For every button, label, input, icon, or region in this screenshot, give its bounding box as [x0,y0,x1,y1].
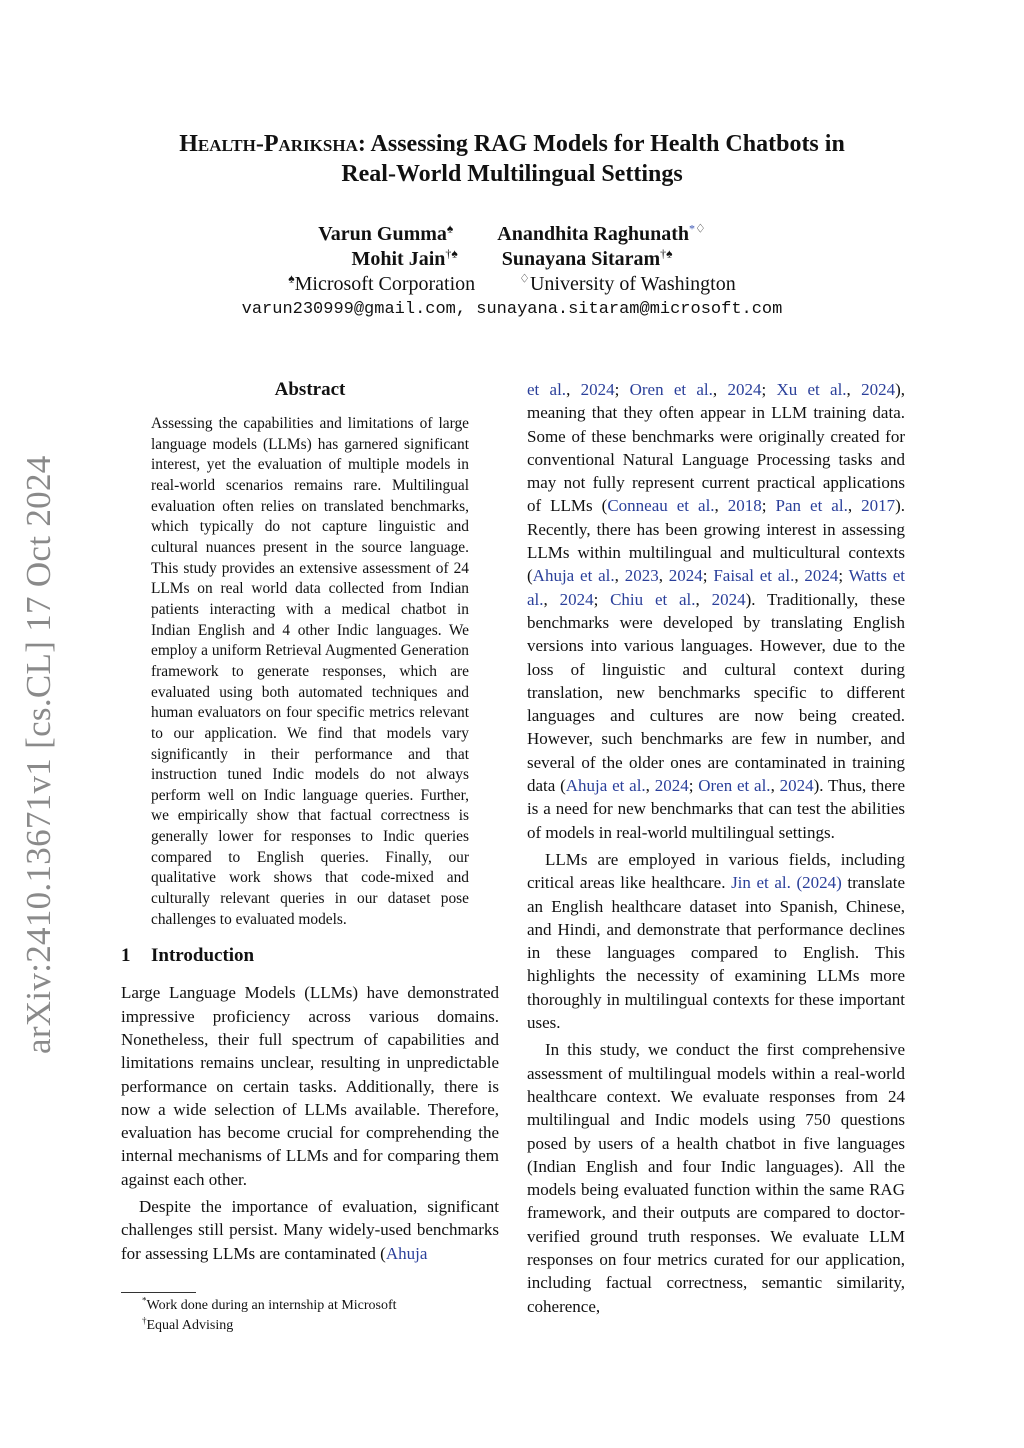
citation-link[interactable]: Chiu et al. [610,589,696,609]
citation-link[interactable]: Faisal et al. [713,566,795,586]
paragraph-text: ). Traditionally, these benchmarks were developed by translating English versions into various languages. However, due to the loss of linguistic and cultural context during translation, new benchmarks specific to different languages and cultures are now being created. However, such benchmarks are few in number, and several of the older ones are contaminated in training data ( [527,589,905,796]
affiliation-mark: ♢ [519,271,530,286]
right-column [527,378,905,1318]
paragraph-text: ; [702,566,714,586]
citation-link[interactable]: 2017 [861,496,896,516]
paragraph-text: ; [761,380,777,399]
paragraph-text: , [695,589,712,609]
citation-link[interactable]: Jin et al. (2024) [731,873,842,893]
citation-link[interactable]: 2024 [580,380,615,399]
citation-link[interactable]: 2024 [861,380,896,399]
left-column [121,378,499,1265]
author-row-1 [100,222,924,247]
citation-link[interactable]: Oren et al. [698,776,771,796]
citation-link[interactable]: Pan et al. [775,496,848,516]
footnote-mark: † [445,246,452,261]
footnotes [142,1296,502,1336]
paragraph-text: , [714,496,728,516]
paragraph-text: ; [838,566,849,586]
paragraph-text: , [645,776,655,796]
title-sc-p: -P [255,131,279,157]
affiliation-mark: ♠ [451,246,458,261]
arxiv-identifier: arXiv:2410.13671v1 [cs.CL] 17 Oct 2024 [19,455,58,1055]
abstract-body: Assessing the capabilities and limitations of large language models (LLMs) has garnered significant interest, yet the evaluation of multiple models in real-world scenarios remains rare. Multilingual evaluation often relies on translated benchmarks, which typically do not capture linguistic and cultural nuances present in the source language. This study provides an extensive assessment of 24 LLMs on real world data collected from Indian patients interacting with a medical chatbot in Indian English and 4 other Indic languages. We employ a uniform Retrieval Augmented Generation framework to generate responses, which are evaluated using both automated techniques and human evaluators on four specific metrics relevant to our application. We find that models vary significantly in their performance and that instruction tuned Indic models do not always perform well on Indic language queries. Further, we empirically show that factual correctness is generally lower for responses to Indic queries compared to English queries. Finally, our qualitative work shows that code-mixed and culturally relevant queries in our dataset pose challenges to evaluated models. [151,415,469,928]
author-row-2 [100,247,924,272]
title-sc-h: H [179,131,198,157]
author-name: Anandhita Raghunath [497,223,690,245]
right-paragraph-3: In this study, we conduct the first comprehensive assessment of multilingual models within a real-world healthcare context. We evaluate responses from 24 multilingual and Indic models using 750 questions posed by users of a health chatbot in five languages (Indian English and four Indic languages). All the models being evaluated function within the same RAG framework, and their outputs are compared to doctor-verified ground truth responses. We evaluate LLM responses on four metrics curated for our application, including factual correctness, semantic similarity, coherence, [527,1040,905,1316]
citation-link[interactable]: 2024 [711,589,746,609]
author-block [100,222,924,322]
footnote-1 [142,1296,502,1316]
paragraph-text: Despite the importance of evaluation, significant challenges still persist. Many widely-used benchmarks for assessing LLMs are contaminated ( [121,1197,499,1263]
author-name: Mohit Jain [351,248,446,270]
paragraph-text: translate an English healthcare dataset into Spanish, Chinese, and Hindi, and demonstrate that performance declines in these languages compared to English. This highlights the necessity of examining LLMs more thoroughly in multilingual contexts for these important uses. [527,873,905,1033]
citation-link[interactable]: Conneau et al. [607,496,715,516]
footnote-mark: † [660,246,667,261]
footnote-mark: * [689,221,696,236]
title-sc-ealth: EALTH [197,136,256,155]
citation-link[interactable]: Ahuja et al. [565,776,646,796]
paragraph-text: ; [688,776,699,796]
affiliation-mark: ♢ [695,221,706,236]
paragraph-text: LLMs are employed in various fields, including critical areas like healthcare. [527,849,905,893]
paragraph-text: , [794,566,805,586]
citation-link[interactable]: Ahuja et al. [532,566,615,586]
title-line-1 [100,130,924,160]
author-name: Sunayana Sitaram [501,248,661,270]
section-title: Introduction [151,945,255,967]
author-name: Varun Gumma [318,223,447,245]
citation-link[interactable]: 2024 [804,566,839,586]
intro-paragraph-1: Large Language Models (LLMs) have demonstrated impressive proficiency across various domains. Nonetheless, their full spectrum of capabilities and limitations remains unclear, resulting in unpredictable performance on certain tasks. Additionally, there is now a wide selection of LLMs available. Therefore, evaluation has become crucial for comprehending the internal mechanisms of LLMs and for comparing them against each other. [121,983,499,1189]
paragraph-text: ; [614,380,630,399]
paragraph-text: , [847,496,862,516]
footnote-2 [142,1316,502,1336]
citation-link[interactable]: 2024 [779,776,814,796]
footnote-text: Work done during an internship at Microsoft [146,1298,397,1313]
title-rest: : Assessing RAG Models for Health Chatbots in [357,131,845,157]
citation-link[interactable]: Ahuja [385,1243,428,1263]
affiliation-mark: ♠ [446,221,454,236]
affiliation-mark: ♠ [666,246,673,261]
paragraph-text: , [770,776,780,796]
citation-link[interactable]: Oren et al. [629,380,713,399]
section-number: 1 [121,945,131,967]
paragraph-text: ; [593,589,611,609]
paper-title [100,130,924,189]
paragraph-text: ), meaning that they often appear in LLM training data. Some of these benchmarks were originally created for conventional Natural Language Processing tasks and may not fully represent current practical applications of LLMs ( [527,380,905,516]
citation-link[interactable]: et al. [527,380,567,399]
right-paragraph-1 [527,378,905,844]
intro-paragraph-2 [121,1195,499,1265]
affiliation: Microsoft Corporation [294,273,476,295]
citation-link[interactable]: Xu et al. [776,380,847,399]
citation-link[interactable]: 2024 [559,589,594,609]
paragraph-text: , [658,566,669,586]
author-emails: varun230999@gmail.com, sunayana.sitaram@microsoft.com [241,300,783,319]
paragraph-text: , [614,566,625,586]
paragraph-text: ; [761,496,776,516]
affiliation-mark: ♠ [288,271,295,286]
footnote-divider [121,1292,196,1293]
section-heading-introduction [121,944,499,968]
footnote-mark: † [142,1315,147,1326]
abstract-heading: Abstract [274,379,346,400]
paragraph-text: ). Recently, there has been growing interest in assessing LLMs within multilingual and multicultural contexts ( [527,496,905,586]
paragraph-text: , [566,380,581,399]
citation-link[interactable]: 2024 [727,380,762,399]
right-paragraph-2 [527,848,905,1034]
paragraph-text: , [543,589,560,609]
citation-link[interactable]: 2024 [668,566,703,586]
footnote-text: Equal Advising [146,1318,234,1333]
paragraph-text: , [846,380,862,399]
paragraph-text: , [712,380,728,399]
title-line-2: Real-World Multilingual Settings [341,161,683,187]
citation-link[interactable]: Watts et al. [527,566,906,609]
citation-link[interactable]: 2023 [624,566,659,586]
title-sc-ariksha: ARIKSHA [278,136,358,155]
affiliation: University of Washington [529,273,736,295]
affiliation-row [100,272,924,297]
footnote-mark: * [142,1295,147,1306]
paragraph-text: ). Thus, there is a need for new benchmarks that can test the abilities of models in real-world multilingual settings. [527,776,905,842]
citation-link[interactable]: 2024 [654,776,689,796]
citation-link[interactable]: 2018 [727,496,762,516]
